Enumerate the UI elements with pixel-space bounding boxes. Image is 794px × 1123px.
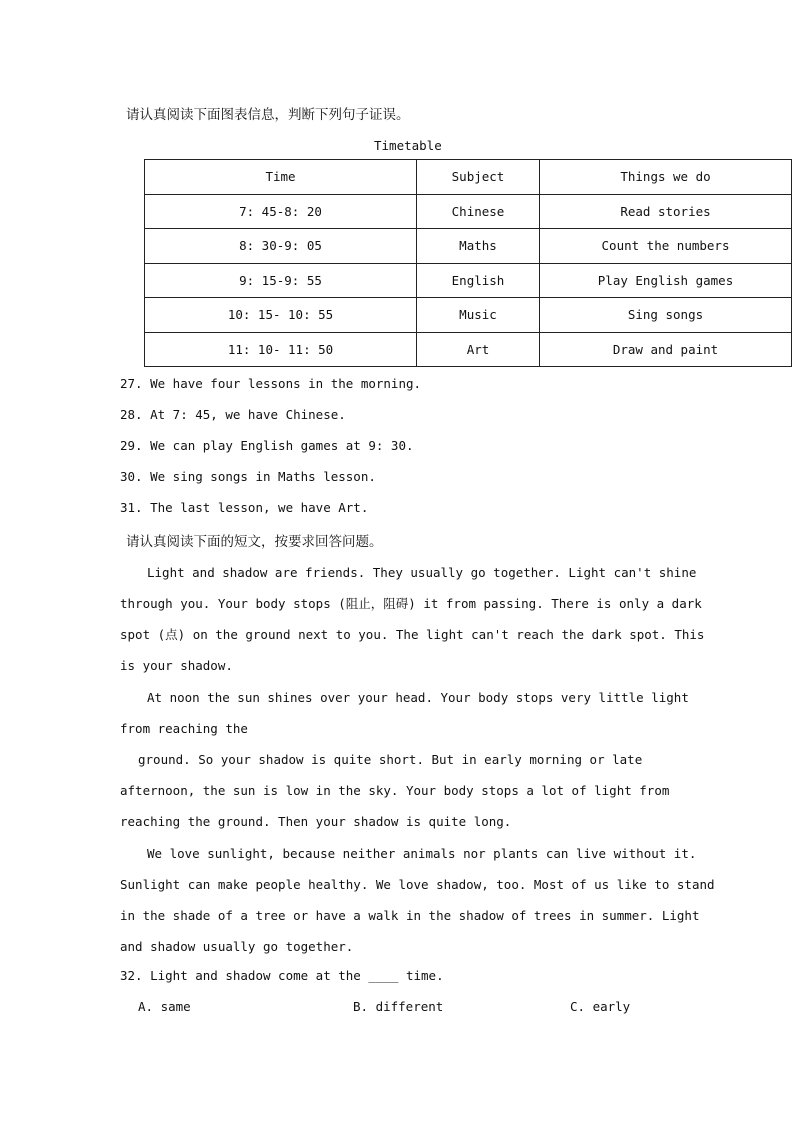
table-header-row xyxy=(145,160,792,195)
header-time: Time xyxy=(145,160,417,195)
passage-line: in the shade of a tree or have a walk in the shadow of trees in summer. Light xyxy=(120,908,700,923)
statement-31: 31. The last lesson, we have Art. xyxy=(120,500,369,515)
table-title: Timetable xyxy=(374,138,442,153)
timetable xyxy=(144,159,792,367)
instruction-1: 请认真阅读下面图表信息，判断下列句子证误。 xyxy=(126,107,410,123)
header-things: Things we do xyxy=(540,160,792,195)
table-row xyxy=(145,229,792,264)
passage-line: At noon the sun shines over your head. Your body stops very little light xyxy=(147,690,689,705)
cell-time: 7: 45-8: 20 xyxy=(145,194,417,229)
cell-subject: English xyxy=(417,263,540,298)
passage-line: afternoon, the sun is low in the sky. Your body stops a lot of light from xyxy=(120,783,670,798)
table-row xyxy=(145,263,792,298)
table-row xyxy=(145,298,792,333)
passage-line: and shadow usually go together. xyxy=(120,939,354,954)
option-b[interactable]: B. different xyxy=(353,999,444,1014)
cell-subject: Chinese xyxy=(417,194,540,229)
header-subject: Subject xyxy=(417,160,540,195)
table-row xyxy=(145,332,792,367)
cell-time: 9: 15-9: 55 xyxy=(145,263,417,298)
cell-activity: Sing songs xyxy=(540,298,792,333)
cell-subject: Art xyxy=(417,332,540,367)
statement-29: 29. We can play English games at 9: 30. xyxy=(120,438,414,453)
passage-line: from reaching the xyxy=(120,721,248,736)
cell-activity: Draw and paint xyxy=(540,332,792,367)
option-a[interactable]: A. same xyxy=(138,999,191,1014)
statement-27: 27. We have four lessons in the morning. xyxy=(120,376,422,391)
cell-time: 11: 10- 11: 50 xyxy=(145,332,417,367)
question-32: 32. Light and shadow come at the ____ time. xyxy=(120,968,444,983)
statement-28: 28. At 7: 45, we have Chinese. xyxy=(120,407,346,422)
passage-line: spot (点) on the ground next to you. The light can't reach the dark spot. This xyxy=(120,627,705,642)
cell-subject: Music xyxy=(417,298,540,333)
passage-line: is your shadow. xyxy=(120,658,233,673)
cell-activity: Play English games xyxy=(540,263,792,298)
passage-line: Light and shadow are friends. They usually go together. Light can't shine xyxy=(147,565,697,580)
passage-line: ground. So your shadow is quite short. But in early morning or late xyxy=(138,752,643,767)
passage-line: through you. Your body stops (阻止，阻碍) it from passing. There is only a dark xyxy=(120,596,702,611)
cell-activity: Read stories xyxy=(540,194,792,229)
option-c[interactable]: C. early xyxy=(570,999,631,1014)
passage-line: Sunlight can make people healthy. We love shadow, too. Most of us like to stand xyxy=(120,877,715,892)
passage-line: We love sunlight, because neither animals nor plants can live without it. xyxy=(147,846,697,861)
cell-time: 8: 30-9: 05 xyxy=(145,229,417,264)
instruction-2: 请认真阅读下面的短文，按要求回答问题。 xyxy=(126,534,383,550)
table-row xyxy=(145,194,792,229)
cell-time: 10: 15- 10: 55 xyxy=(145,298,417,333)
statement-30: 30. We sing songs in Maths lesson. xyxy=(120,469,376,484)
passage-line: reaching the ground. Then your shadow is quite long. xyxy=(120,814,512,829)
cell-subject: Maths xyxy=(417,229,540,264)
cell-activity: Count the numbers xyxy=(540,229,792,264)
